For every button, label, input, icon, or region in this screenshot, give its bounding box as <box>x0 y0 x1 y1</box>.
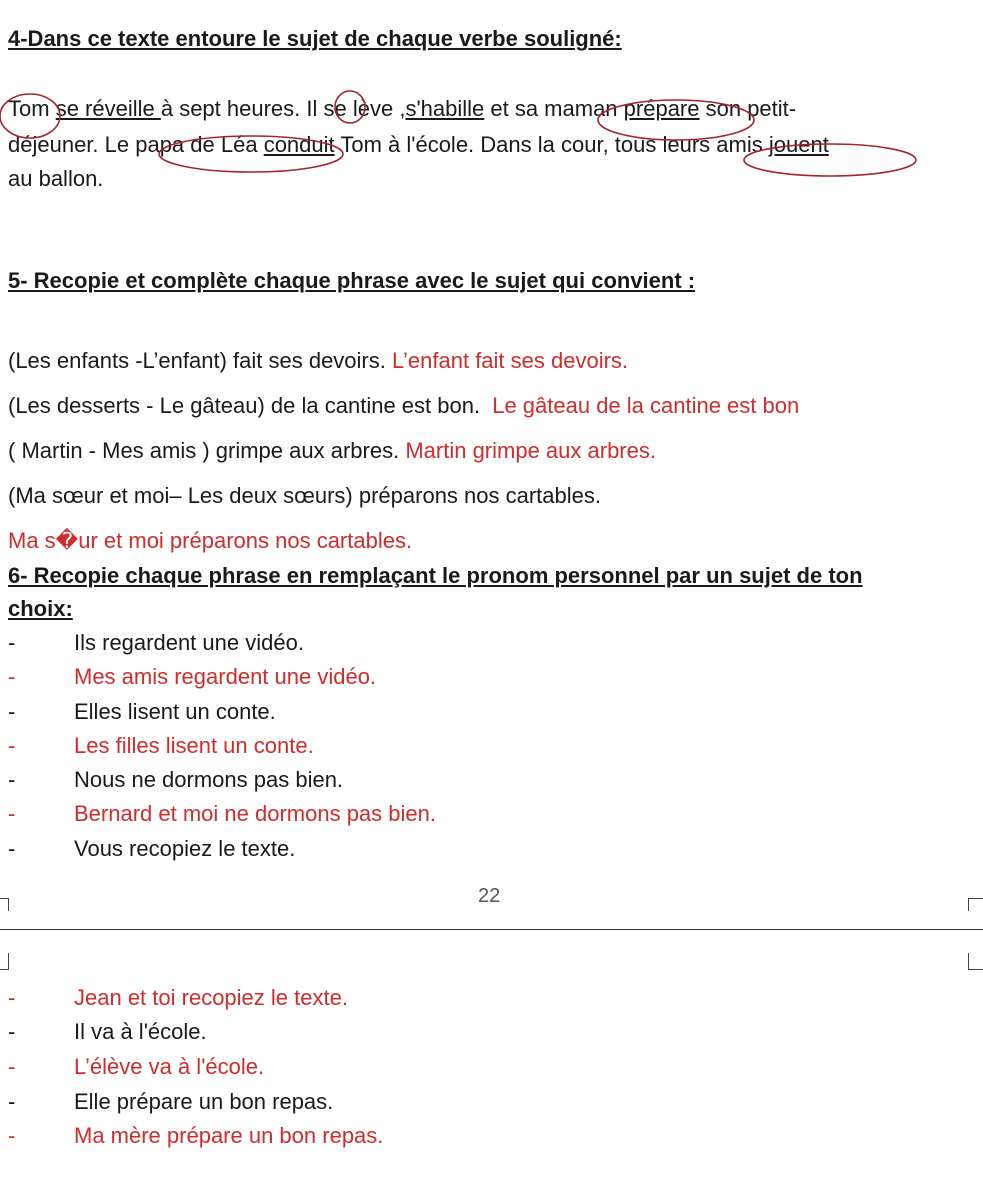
item-text: Elle prépare un bon repas. <box>74 1089 334 1114</box>
item-text: Il va à l'école. <box>74 1019 207 1044</box>
page-corner-top-right <box>968 898 983 911</box>
text-fragment: et sa maman <box>484 96 624 121</box>
page-number: 22 <box>478 885 501 907</box>
text-fragment: son petit- <box>699 96 797 121</box>
exercise-4-line-1 <box>8 96 796 122</box>
item-text: Elles lisent un conte. <box>74 699 276 724</box>
page-corner-bottom-right <box>968 953 983 970</box>
dash-marker: - <box>8 836 16 861</box>
underlined-verb: s'habille <box>405 96 485 121</box>
page-divider <box>0 929 983 930</box>
item-text: Les filles lisent un conte. <box>74 733 314 758</box>
item-text: Vous recopiez le texte. <box>74 836 296 861</box>
question-text: ( Martin - Mes amis ) grimpe aux arbres. <box>8 438 400 463</box>
dash-marker: - <box>8 1054 16 1079</box>
page-corner-bottom-left <box>0 953 9 970</box>
text-fragment: Tom à l'école. Dans la cour, tous leurs amis <box>334 132 769 157</box>
exercise-4-line-2 <box>8 132 829 158</box>
exercise-4-line-3: au ballon. <box>8 166 104 191</box>
underlined-verb: prépare <box>623 96 700 121</box>
item-text: Ma mère prépare un bon repas. <box>74 1123 384 1148</box>
dash-marker: - <box>8 767 16 792</box>
text-fragment: déjeuner. Le papa de Léa <box>8 132 264 157</box>
exercise-5-item-2 <box>8 393 799 419</box>
exercise-6-title-line-2: choix: <box>8 596 73 621</box>
subject-word: Tom <box>8 96 50 121</box>
underlined-verb: jouent <box>768 132 829 157</box>
dash-marker: - <box>8 985 16 1010</box>
answer-text: L’enfant fait ses devoirs. <box>392 348 629 373</box>
text-fragment: à sept heures. Il <box>160 96 324 121</box>
dash-marker: - <box>8 1089 16 1114</box>
exercise-4-title: 4-Dans ce texte entoure le sujet de chaque verbe souligné: <box>8 26 622 51</box>
underlined-verb: conduit <box>263 132 335 157</box>
dash-marker: - <box>8 733 16 758</box>
dash-marker: - <box>8 630 16 655</box>
exercise-5-item-3 <box>8 438 656 464</box>
page-corner-top-left <box>0 898 9 911</box>
exercise-5-answer-4: Ma s�ur et moi préparons nos cartables. <box>8 528 413 553</box>
answer-text: Le gâteau de la cantine est bon <box>492 393 800 418</box>
dash-marker: - <box>8 801 16 826</box>
question-text: (Les enfants -L’enfant) fait ses devoirs. <box>8 348 386 373</box>
underlined-verb: se réveille <box>55 96 161 121</box>
dash-marker: - <box>8 699 16 724</box>
answer-text: Martin grimpe aux arbres. <box>405 438 656 463</box>
text-fragment: se <box>323 96 347 121</box>
dash-marker: - <box>8 664 16 689</box>
exercise-5-title: 5- Recopie et complète chaque phrase avec le sujet qui convient : <box>8 268 696 293</box>
exercise-5-item-1 <box>8 348 628 374</box>
item-text: Mes amis regardent une vidéo. <box>74 664 377 689</box>
exercise-6-title-line-1: 6- Recopie chaque phrase en remplaçant le pronom personnel par un sujet de ton <box>8 563 863 588</box>
dash-marker: - <box>8 1019 16 1044</box>
exercise-5-item-4 <box>8 483 601 509</box>
item-text: L’élève va à l'école. <box>74 1054 265 1079</box>
item-text: Nous ne dormons pas bien. <box>74 767 344 792</box>
dash-marker: - <box>8 1123 16 1148</box>
question-text: (Ma sœur et moi– Les deux sœurs) préparons nos cartables. <box>8 483 602 508</box>
item-text: Ils regardent une vidéo. <box>74 630 304 655</box>
text-fragment: lève , <box>346 96 406 121</box>
item-text: Jean et toi recopiez le texte. <box>74 985 348 1010</box>
item-text: Bernard et moi ne dormons pas bien. <box>74 801 436 826</box>
question-text: (Les desserts - Le gâteau) de la cantine est bon. <box>8 393 481 418</box>
